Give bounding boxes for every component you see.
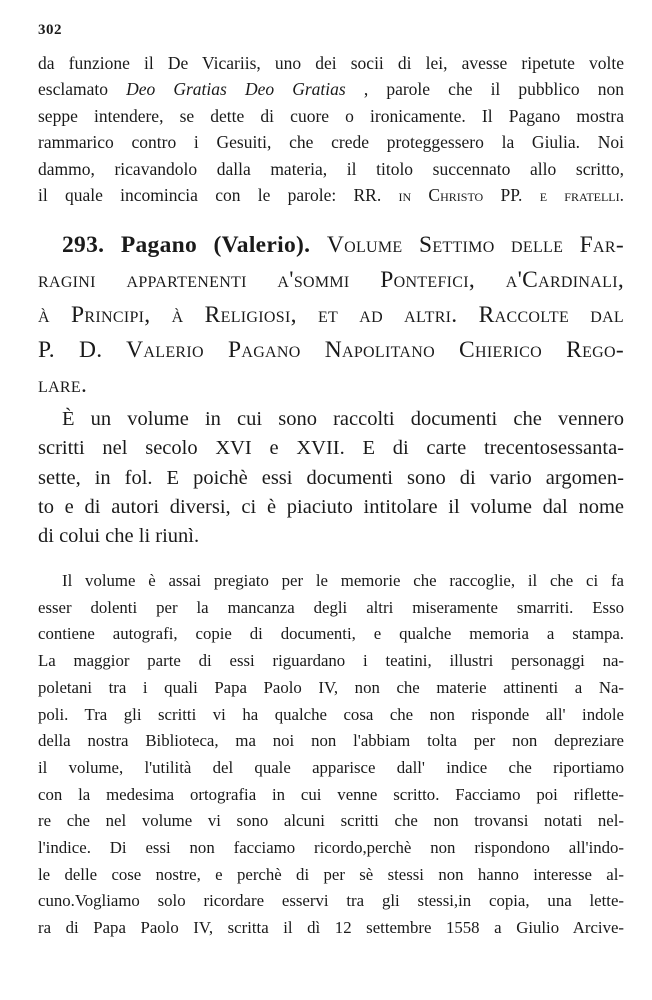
text-line: re che nel volume vi sono alcuni scritti che non trovansi notati nel-	[38, 811, 624, 831]
text-line: l'indice. Di essi non facciamo ricordo,perchè non rispondono all'indo-	[38, 838, 624, 858]
text-line: La maggior parte di essi riguardano i teatini, illustri personaggi na-	[38, 651, 624, 671]
text-line: poletani tra i quali Papa Paolo IV, non che materie attinenti a Na-	[38, 677, 624, 697]
entry-title-line: lare.	[38, 372, 88, 398]
text-line: scritti nel secolo XVI e XVII. E di carte trecentosessanta-	[38, 437, 624, 460]
entry-title-line: ragini appartenenti a'sommi Pontefici, a'Cardinali,	[38, 267, 624, 293]
text-line: dammo, ricavandolo dalla materia, il titolo succennato allo scritto,	[38, 158, 624, 179]
text-fragment: esclamato	[38, 79, 108, 100]
entry-title-line: à Principi, à Religiosi, et ad altri. Raccolte dal	[38, 302, 624, 328]
text-line: cuno.Vogliamo solo ricordare esservi tra gli stessi,in copia, una lette-	[38, 891, 624, 911]
text-line: seppe intendere, se dette di cuore o ironicamente. Il Pagano mostra	[38, 105, 624, 126]
entry-author: Pagano (Valerio).	[120, 232, 311, 258]
text-line: della nostra Biblioteca, ma noi non l'abbiam tolta per non depreziare	[38, 731, 624, 751]
text-line: il volume, l'utilità del quale apparisce dall' indice che riportiamo	[38, 757, 624, 777]
italic-quote: Deo Gratias Deo Gratias	[126, 79, 346, 100]
description-paragraph	[38, 405, 624, 551]
text-line: rammarico contro i Gesuiti, che crede proteggessero la Giulia. Noi	[38, 132, 624, 153]
text-line: da funzione il De Vicariis, uno dei socii di lei, avesse ripetute volte	[38, 53, 624, 73]
text-line: to e di autori diversi, ci è piaciuto intitolare il volume dal nome	[38, 495, 624, 518]
small-caps-fragment: e fratelli.	[539, 185, 625, 206]
text-line: contiene autografi, copie di documenti, e qualche memoria a stampa.	[38, 624, 624, 644]
entry-heading	[38, 228, 624, 403]
entry-title-line: P. D. Valerio Pagano Napolitano Chierico Rego-	[38, 337, 624, 363]
text-line: sette, in fol. E poichè essi documenti sono di vario argomen-	[38, 466, 624, 489]
text-fragment: , parole che il pubblico non	[363, 79, 625, 100]
entry-heading-line	[38, 228, 624, 263]
text-line: Il volume è assai pregiato per le memorie che raccoglie, il che ci fa	[62, 571, 624, 590]
text-line: ra di Papa Paolo IV, scritta il dì 12 settembre 1558 a Giulio Arcive-	[38, 918, 624, 938]
text-line	[38, 182, 624, 208]
intro-paragraph	[38, 50, 624, 208]
text-line: poli. Tra gli scritti vi ha qualche cosa che non risponde all' indole	[38, 704, 624, 724]
text-fragment: PP.	[500, 185, 523, 206]
text-line: le delle cose nostre, e perchè di per sè stessi non hanno interesse al-	[38, 864, 624, 884]
entry-title-fragment: Volume Settimo delle Far-	[326, 232, 624, 258]
page-number: 302	[38, 22, 62, 38]
entry-number: 293.	[62, 232, 105, 258]
text-line: È un volume in cui sono raccolti documenti che vennero	[62, 408, 624, 430]
notes-paragraph	[38, 568, 624, 942]
text-fragment: il quale incomincia con le parole: RR.	[38, 185, 382, 206]
small-caps-fragment: in Christo	[398, 185, 484, 206]
text-line: esser dolenti per la mancanza degli altri miseramente smarriti. Esso	[38, 597, 624, 617]
text-line	[38, 76, 624, 102]
text-line: di colui che li riunì.	[38, 525, 200, 548]
text-line: con la medesima ortografia in cui venne scritto. Facciamo poi riflette-	[38, 784, 624, 804]
